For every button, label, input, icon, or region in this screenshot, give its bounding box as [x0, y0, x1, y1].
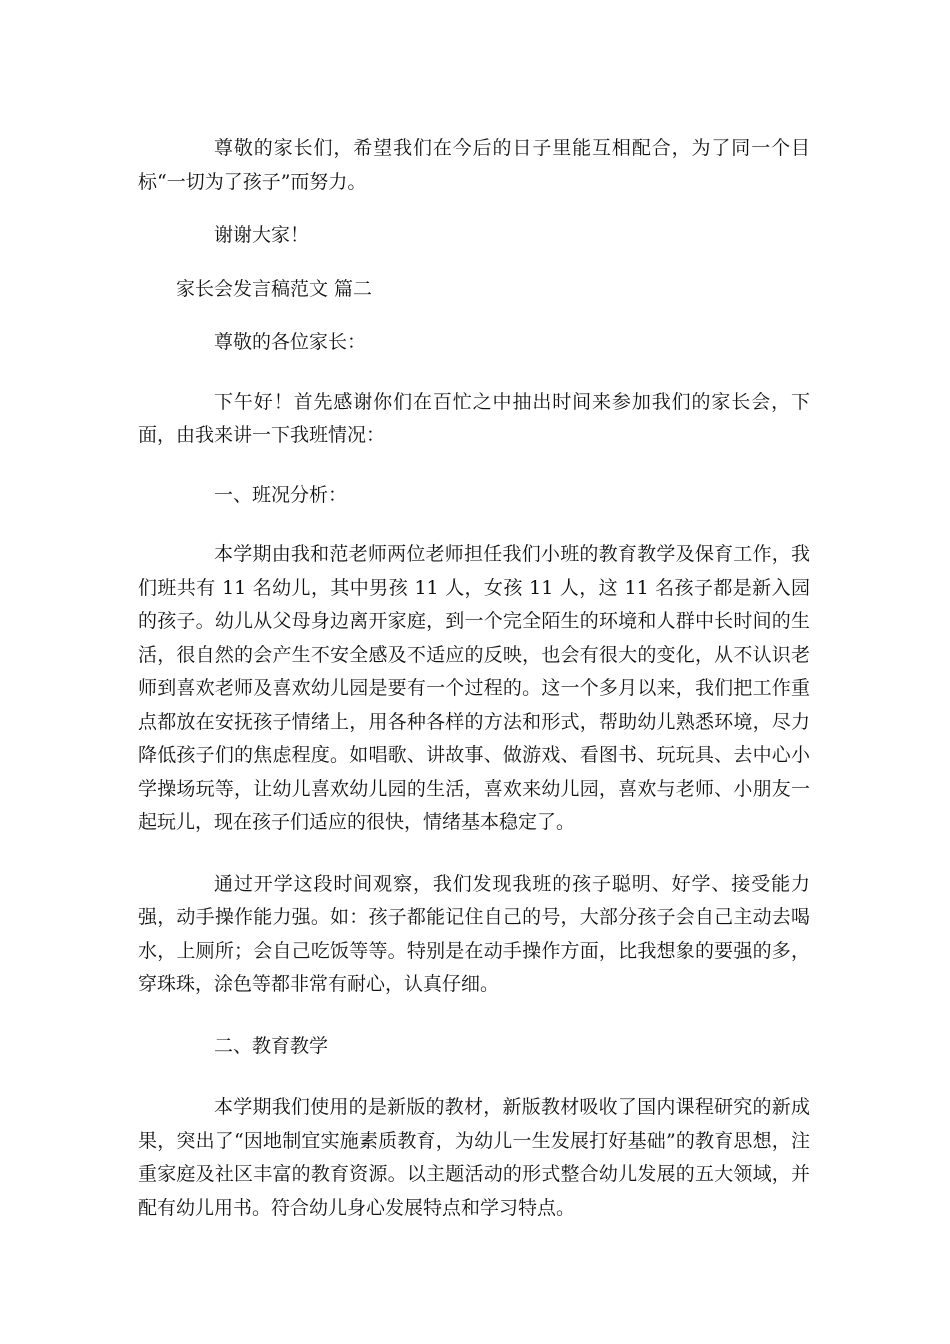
- teaching-paragraph: 本学期我们使用的是新版的教材，新版教材吸收了国内课程研究的新成果，突出了“因地制宜实施素质教育，为幼儿一生发展打好基础”的教育思想，注重家庭及社区丰富的教育资源。以主题活动的形式整合幼儿发展的五大领域，并配有幼儿用书。符合幼儿身心发展特点和学习特点。: [138, 1096, 810, 1219]
- subheading-class-analysis: 一、班况分析：: [214, 483, 348, 506]
- thanks-line: 谢谢大家！: [214, 224, 310, 246]
- salutation: 尊敬的各位家长：: [214, 331, 367, 353]
- section-title: 家长会发言稿范文 篇二: [176, 277, 373, 300]
- document-body: [138, 132, 810, 1225]
- class-analysis-paragraph: 本学期由我和范老师两位老师担任我们小班的教育教学及保育工作，我们班共有 11 名幼儿，其中男孩 11 人，女孩 11 人，这 11 名孩子都是新入园的孩子。幼儿从父母身边离开家庭，到一个完全陌生的环境和人群中长时间的生活，很自然的会产生不安全感及不适应的反映，也会有很大的变化，从不认识老师到喜欢老师及喜欢幼儿园是要有一个过程的。这一个多月以来，我们把工作重点都放在安抚孩子情绪上，用各种各样的方法和形式，帮助幼儿熟悉环境，尽力降低孩子们的焦虑程度。如唱歌、讲故事、做游戏、看图书、玩玩具、去中心小学操场玩等，让幼儿喜欢幼儿园的生活，喜欢来幼儿园，喜欢与老师、小朋友一起玩儿，现在孩子们适应的很快，情绪基本稳定了。: [138, 543, 810, 833]
- subheading-teaching: 二、教育教学: [214, 1034, 329, 1057]
- closing-paragraph: 尊敬的家长们，希望我们在今后的日子里能互相配合，为了同一个目标“一切为了孩子”而努力。: [138, 137, 810, 193]
- greeting-paragraph: 下午好！首先感谢你们在百忙之中抽出时间来参加我们的家长会，下面，由我来讲一下我班情况：: [138, 390, 810, 446]
- observation-paragraph: 通过开学这段时间观察，我们发现我班的孩子聪明、好学、接受能力强，动手操作能力强。如：孩子都能记住自己的号，大部分孩子会自己主动去喝水，上厕所；会自己吃饭等等。特别是在动手操作方面，比我想象的要强的多，穿珠珠，涂色等都非常有耐心，认真仔细。: [138, 872, 810, 995]
